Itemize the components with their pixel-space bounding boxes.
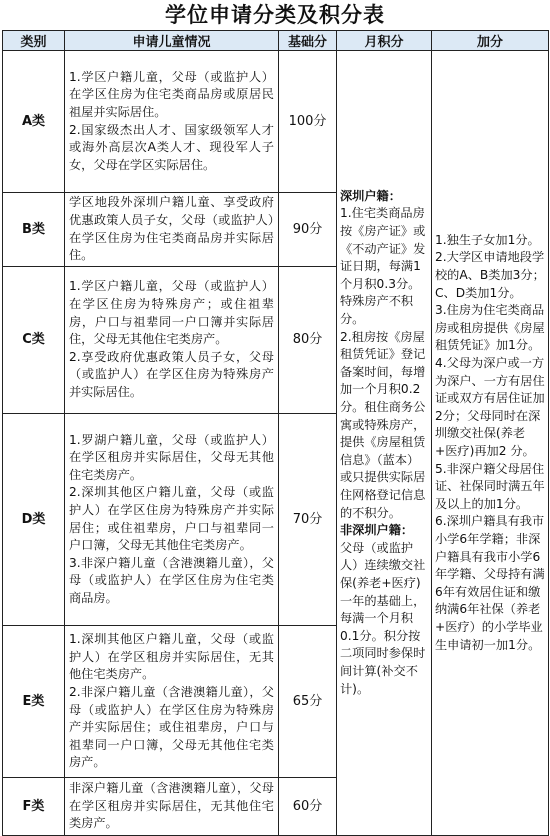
- situation-line: 2.国家级杰出人才、国家级领军人才或海外高层次A类人才、现役军人子女，父母在学区实际居住。: [69, 122, 274, 172]
- category-cell: F类: [3, 778, 65, 836]
- situation-line: 1.罗湖户籍儿童，父母（或监护人）在学区租房并实际居住，父母无其他住宅类房产。: [69, 432, 274, 482]
- header-applicant-situation: 申请儿童情况: [65, 31, 279, 51]
- situation-cell: [65, 193, 279, 267]
- category-cell: C类: [3, 267, 65, 414]
- shenzhen-hukou-heading: 深圳户籍：: [340, 188, 401, 203]
- situation-line: 1.深圳其他区户籍儿童，父母（或监护人）在学区租房并实际居住，无其他住宅类房产。: [69, 632, 274, 682]
- situation-line: 1.学区户籍儿童，父母（或监护人）在学区住房为住宅类商品房或原居民祖屋并实际居住。: [69, 69, 274, 119]
- table-header-row: [3, 31, 549, 51]
- page-title: 学位申请分类及积分表: [165, 3, 385, 27]
- base-score-cell: 90分: [279, 193, 337, 267]
- bonus-line: 4.父母为深户或一方为深户、一方有居住证或双方有居住证加2分；父母同时在深圳缴交社保(养老+医疗)再加2 分。: [435, 356, 545, 458]
- situation-cell: [65, 267, 279, 414]
- monthly-rule-line: 父母（或监护人）连续缴交社保(养老+医疗)一年的基础上，每满一个月积0.1分。积分按二项同时参保时间计算(补交不计)。: [340, 540, 426, 696]
- table-row: [3, 51, 549, 193]
- monthly-rule-line: 2.租房按《房屋租赁凭证》登记备案时间，每增加一个月积0.2分。租住商务公寓或特殊房产，提供《房屋租赁信息》（蓝本）或只提供实际居住网格登记信息的不积分。: [340, 329, 426, 520]
- situation-line: 3.非深户籍儿童（含港澳籍儿童），父母（或监护人）在学区住房为住宅类商品房。: [69, 555, 274, 605]
- situation-cell: [65, 414, 279, 626]
- category-cell: A类: [3, 51, 65, 193]
- situation-line: 1.学区户籍儿童，父母（或监护人）在学区住房为特殊房产；或住祖辈房，户口与祖辈同一户口簿并实际居住，父母无其他住宅类房产。: [69, 279, 274, 347]
- non-shenzhen-hukou-heading: 非深圳户籍：: [340, 523, 414, 538]
- monthly-rule-line: 1.住宅类商品房按《房产证》或《不动产证》发证日期，每满1个月积0.3分。特殊房产不积分。: [340, 206, 426, 327]
- bonus-line: 3.住房为住宅类商品房或租房提供《房屋租赁凭证》加1分。: [435, 303, 545, 353]
- situation-line: 非深户籍儿童（含港澳籍儿童），父母在学区租房并实际居住，无其他住宅类房产。: [69, 781, 274, 831]
- situation-line: 学区地段外深圳户籍儿童、享受政府优惠政策人员子女，父母（或监护人）在学区住房为住宅类商品房并实际居住。: [69, 195, 274, 263]
- situation-cell: [65, 51, 279, 193]
- bonus-line: 5.非深户籍父母居住证、社保同时满五年及以上的加1分。: [435, 461, 545, 511]
- base-score-cell: 60分: [279, 778, 337, 836]
- situation-line: 2.深圳其他区户籍儿童，父母（或监护人）在学区住房为特殊房产并实际居住；或住祖辈房，户口与祖辈同一户口簿，父母无其他住宅类房产。: [69, 485, 274, 553]
- situation-cell: [65, 778, 279, 836]
- header-category: 类别: [3, 31, 65, 51]
- category-cell: B类: [3, 193, 65, 267]
- situation-line: 2.非深户籍儿童（含港澳籍儿童），父母（或监护人）在学区住房为特殊房产并实际居住；或住祖辈房，户口与祖辈同一户口簿，父母无其他住宅类房产。: [69, 684, 274, 770]
- header-bonus-points: 加分: [432, 31, 549, 51]
- category-cell: D类: [3, 414, 65, 626]
- situation-cell: [65, 626, 279, 778]
- header-base-score: 基础分: [279, 31, 337, 51]
- situation-line: 2.享受政府优惠政策人员子女，父母（或监护人）在学区住房为特殊房产并实际居住。: [69, 349, 274, 399]
- monthly-points-cell: [337, 51, 432, 836]
- category-cell: E类: [3, 626, 65, 778]
- bonus-line: 1.独生子女加1分。: [435, 232, 540, 247]
- application-score-table: [2, 30, 549, 836]
- bonus-line: 6.深圳户籍具有我市小学6年学籍；非深户籍具有我市小学6年学籍、父母持有满6年有效居住证和缴纳满6年社保（养老+医疗）的小学毕业生申请初一加1分。: [435, 514, 545, 652]
- bonus-points-cell: [432, 51, 549, 836]
- base-score-cell: 65分: [279, 626, 337, 778]
- base-score-cell: 100分: [279, 51, 337, 193]
- header-monthly-points: 月积分: [337, 31, 432, 51]
- base-score-cell: 80分: [279, 267, 337, 414]
- base-score-cell: 70分: [279, 414, 337, 626]
- bonus-line: 2.大学区申请地段学校的A、B类加3分；C、D类加1分。: [435, 250, 545, 300]
